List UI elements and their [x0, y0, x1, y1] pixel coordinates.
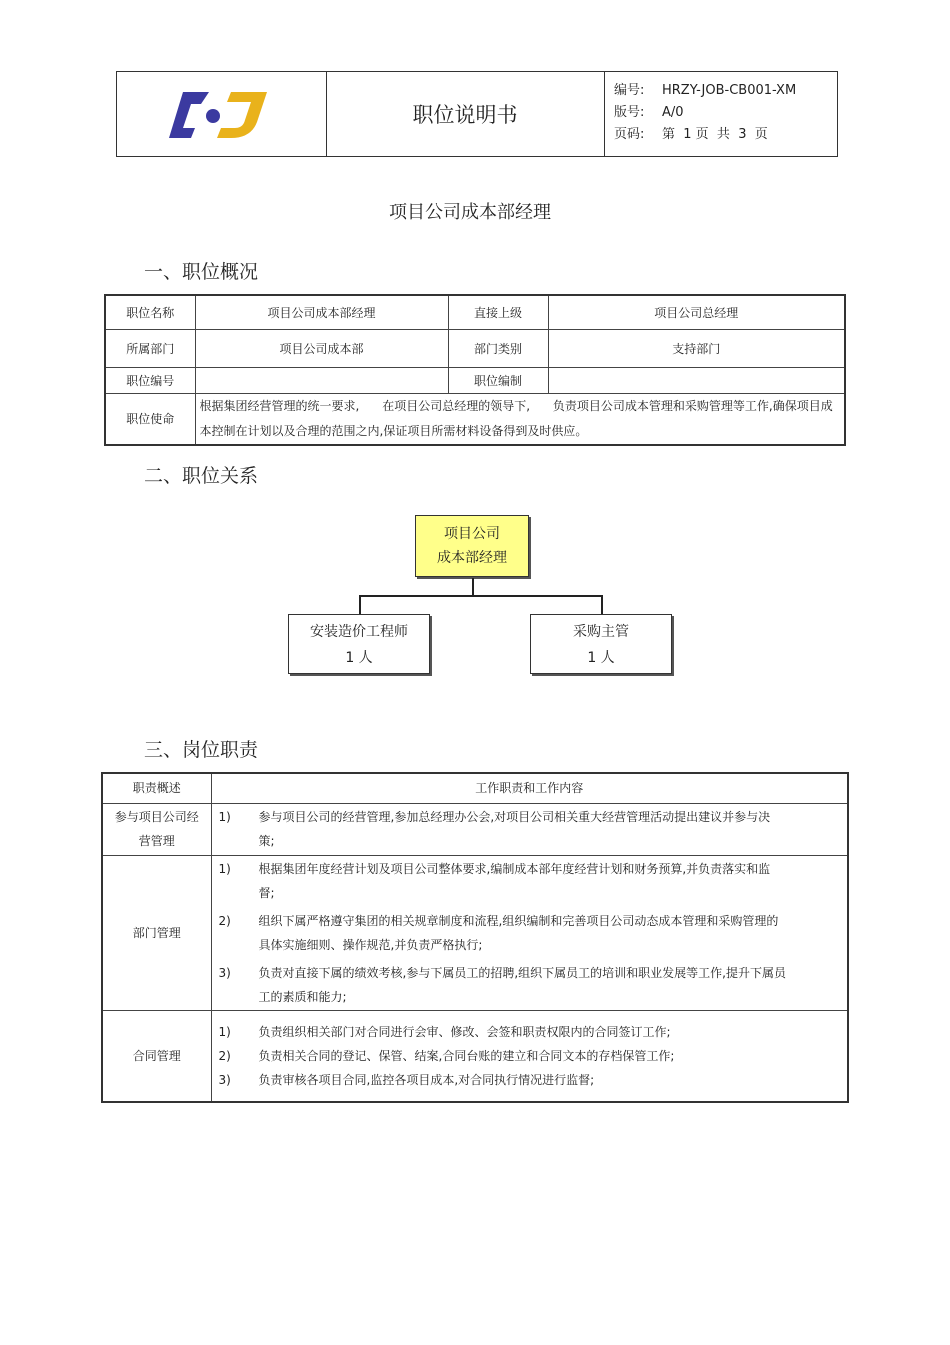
duty-item-text: 负责组织相关部门对合同进行会审、修改、会签和职责权限内的合同签订工作;	[258, 1024, 671, 1039]
org-connector-left	[359, 595, 361, 614]
duty-item-number: 1)	[218, 861, 231, 876]
section-duties-heading: 三、岗位职责	[144, 739, 259, 761]
org-node-purchasing-count: 1 人	[587, 650, 615, 666]
org-node-purchasing-title: 采购主管	[573, 624, 629, 640]
org-connector-vertical	[472, 578, 474, 595]
version-label: 版号:	[614, 105, 645, 120]
position-title: 项目公司成本部经理	[389, 202, 551, 223]
org-node-cost-engineer	[288, 614, 430, 674]
code-value: HRZY-JOB-CB001-XM	[662, 83, 797, 98]
version-value: A/0	[662, 105, 684, 120]
logo-cell	[117, 72, 327, 156]
org-node-manager-line2: 成本部经理	[437, 550, 507, 566]
duties-col2-header: 工作职责和工作内容	[211, 773, 848, 803]
mission-label: 职位使命	[105, 393, 195, 445]
org-connector-right	[601, 595, 603, 614]
doc-meta	[604, 72, 837, 156]
id-label: 职位编号	[105, 367, 195, 393]
section-overview-heading: 一、职位概况	[144, 261, 259, 283]
doc-type-title: 职位说明书	[326, 72, 605, 156]
dept-label: 所属部门	[105, 329, 195, 367]
duty-item	[213, 857, 847, 905]
duty-category: 部门管理	[102, 855, 211, 1010]
superior-value: 项目公司总经理	[548, 295, 845, 329]
duty-item-text: 负责相关合同的登记、保管、结案,合同台账的建立和合同文本的存档保管工作;	[258, 1048, 675, 1063]
duties-table	[101, 772, 849, 1103]
duty-item-text: 负责对直接下属的绩效考核,参与下属员工的招聘,组织下属员工的培训和职业发展等工作,提升下属员工的素质和能力;	[258, 965, 786, 1004]
duty-item-number: 3)	[218, 965, 231, 980]
org-node-manager	[415, 515, 529, 577]
dept-type-value: 支持部门	[548, 329, 845, 367]
org-node-manager-line1: 项目公司	[444, 526, 500, 542]
name-label: 职位名称	[105, 295, 195, 329]
duty-items	[211, 855, 848, 1010]
duty-item-number: 1)	[218, 1024, 231, 1039]
duty-category: 参与项目公司经营管理	[102, 803, 211, 855]
section-relations-heading: 二、职位关系	[144, 465, 259, 487]
duty-item-number: 2)	[218, 913, 231, 928]
document-header	[116, 71, 838, 157]
duty-item	[213, 909, 847, 957]
code-label: 编号:	[614, 83, 645, 98]
page-label: 页码:	[614, 127, 645, 142]
duty-item	[213, 805, 847, 853]
duty-item-number: 1)	[218, 810, 231, 824]
duty-category: 合同管理	[102, 1010, 211, 1102]
duty-item-text: 参与项目公司的经营管理,参加总经理办公会,对项目公司相关重大经营管理活动提出建议并参与决策;	[258, 810, 771, 848]
duty-item-text: 组织下属严格遵守集团的相关规章制度和流程,组织编制和完善项目公司动态成本管理和采购管理的具体实施细则、操作规范,并负责严格执行;	[258, 913, 779, 952]
duty-items	[211, 803, 848, 855]
duty-item-text: 根据集团年度经营计划及项目公司整体要求,编制成本部年度经营计划和财务预算,并负责落实和监督;	[258, 861, 771, 900]
id-value	[195, 367, 448, 393]
mission-value: 根据集团经营管理的统一要求, 在项目公司总经理的领导下, 负责项目公司成本管理和采购管理等工作,确保项目成本控制在计划以及合理的范围之内,保证项目所需材料设备得到及时供应。	[195, 393, 845, 445]
org-node-cost-engineer-count: 1 人	[345, 650, 373, 666]
superior-label: 直接上级	[448, 295, 548, 329]
duties-col1-header: 职责概述	[102, 773, 211, 803]
company-logo-icon	[161, 82, 281, 152]
duty-item-number: 2)	[218, 1048, 231, 1063]
duty-item	[213, 1044, 847, 1068]
overview-table	[104, 294, 846, 446]
duty-item-text: 负责审核各项目合同,监控各项目成本,对合同执行情况进行监督;	[258, 1072, 595, 1087]
dept-type-label: 部门类别	[448, 329, 548, 367]
org-connector-horizontal	[359, 595, 603, 597]
duty-item	[213, 961, 847, 1009]
name-value: 项目公司成本部经理	[195, 295, 448, 329]
dept-value: 项目公司成本部	[195, 329, 448, 367]
duty-items	[211, 1010, 848, 1102]
page-value: 第 1 页 共 3 页	[662, 127, 768, 142]
duty-item	[213, 1068, 847, 1092]
org-node-cost-engineer-title: 安装造价工程师	[310, 624, 408, 640]
duty-item	[213, 1020, 847, 1044]
duty-item-number: 3)	[218, 1072, 231, 1087]
quota-value	[548, 367, 845, 393]
org-node-purchasing	[530, 614, 672, 674]
quota-label: 职位编制	[448, 367, 548, 393]
